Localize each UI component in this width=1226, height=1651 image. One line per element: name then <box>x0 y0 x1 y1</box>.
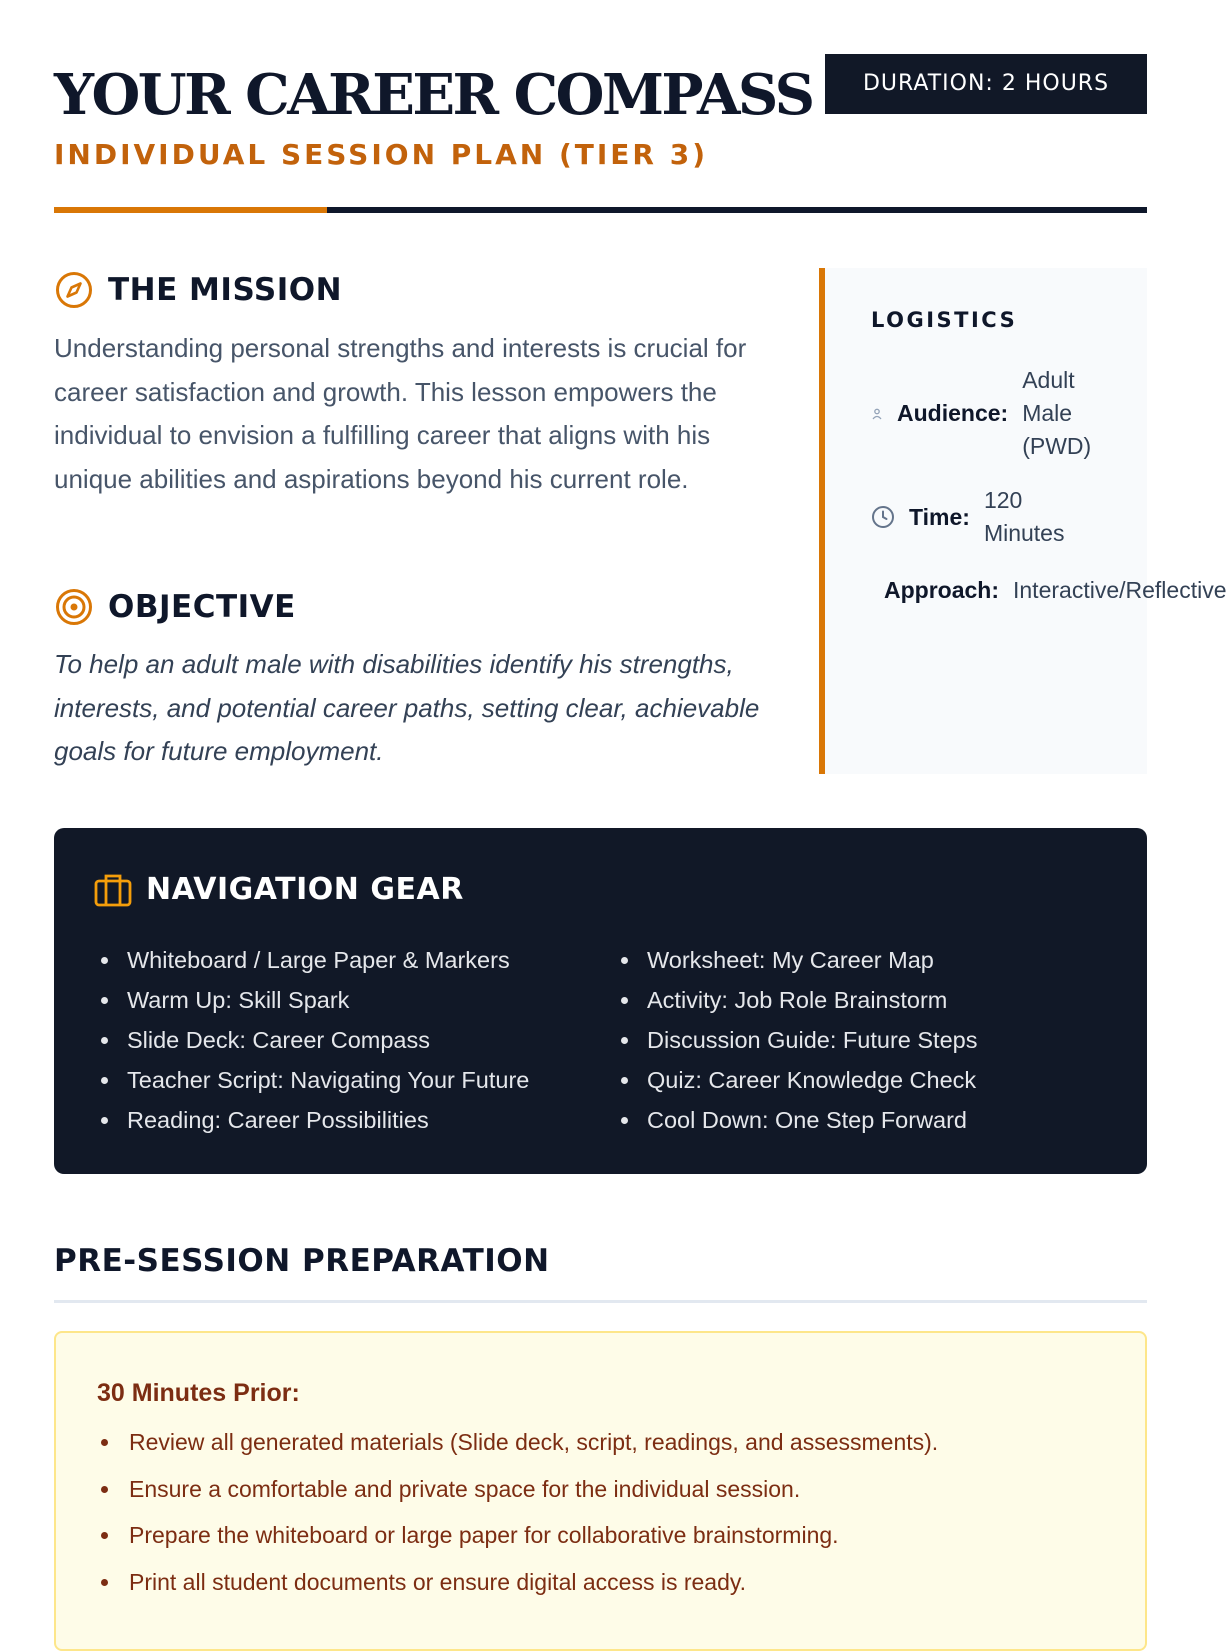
prep-item: Ensure a comfortable and private space for the individual session. <box>97 1472 938 1519</box>
prep-item: Print all student documents or ensure digital access is ready. <box>97 1565 938 1612</box>
logistics-audience <box>871 364 1102 463</box>
gear-item: Worksheet: My Career Map <box>619 940 977 980</box>
page-title: YOUR CAREER COMPASS <box>54 62 813 128</box>
clock-icon <box>871 505 895 529</box>
logistics-title: LOGISTICS <box>871 308 1018 332</box>
gear-title: NAVIGATION GEAR <box>146 872 464 907</box>
objective-heading <box>54 587 296 627</box>
time-label: Time: <box>909 503 970 530</box>
prep-subheading: 30 Minutes Prior: <box>97 1379 300 1407</box>
prep-box <box>54 1331 1147 1651</box>
prep-divider <box>54 1300 1147 1303</box>
gear-item: Whiteboard / Large Paper & Markers <box>99 940 529 980</box>
mission-heading <box>54 270 342 310</box>
gear-item: Reading: Career Possibilities <box>99 1100 529 1140</box>
navigation-gear-panel <box>54 828 1147 1174</box>
prep-list <box>97 1425 938 1611</box>
objective-title: OBJECTIVE <box>108 589 296 625</box>
page-header <box>54 52 1147 214</box>
logistics-time <box>871 484 1084 550</box>
gear-item: Teacher Script: Navigating Your Future <box>99 1060 529 1100</box>
gear-heading <box>94 872 464 907</box>
gear-item: Discussion Guide: Future Steps <box>619 1020 977 1060</box>
briefcase-icon <box>94 873 132 907</box>
user-icon <box>871 408 883 420</box>
logistics-approach <box>884 574 1226 607</box>
compass-icon <box>54 270 94 310</box>
gear-list-right <box>619 940 977 1140</box>
approach-label: Approach: <box>884 577 999 603</box>
objective-text: To help an adult male with disabilities identify his strengths, interests, and potential career paths, setting clear, achievable goals for future employment. <box>54 649 760 766</box>
approach-value: Interactive/Reflective <box>1013 577 1226 603</box>
logistics-panel <box>819 268 1226 774</box>
gear-item: Quiz: Career Knowledge Check <box>619 1060 977 1100</box>
gear-item: Warm Up: Skill Spark <box>99 980 529 1020</box>
gear-item: Cool Down: One Step Forward <box>619 1100 977 1140</box>
target-icon <box>54 587 94 627</box>
gear-item: Slide Deck: Career Compass <box>99 1020 529 1060</box>
gear-list-left <box>99 940 529 1140</box>
prep-item: Prepare the whiteboard or large paper for collaborative brainstorming. <box>97 1518 938 1565</box>
time-value: 120 Minutes <box>983 487 1065 546</box>
mission-text: Understanding personal strengths and interests is crucial for career satisfaction and growth. This lesson empowers the individual to envision a fulfilling career that aligns with his unique abilities and aspirations beyond his current role. <box>54 333 747 494</box>
mission-title: THE MISSION <box>108 272 343 308</box>
gear-item: Activity: Job Role Brainstorm <box>619 980 977 1020</box>
page-subtitle: INDIVIDUAL SESSION PLAN (TIER 3) <box>54 138 708 171</box>
header-divider-accent <box>54 207 327 213</box>
prep-heading: PRE-SESSION PREPARATION <box>54 1243 550 1279</box>
header-divider <box>54 207 1147 213</box>
duration-badge: DURATION: 2 HOURS <box>825 54 1147 114</box>
audience-label: Audience: <box>897 400 1009 426</box>
prep-item: Review all generated materials (Slide deck, script, readings, and assessments). <box>97 1425 938 1472</box>
audience-value: Adult Male (PWD) <box>1022 367 1092 459</box>
